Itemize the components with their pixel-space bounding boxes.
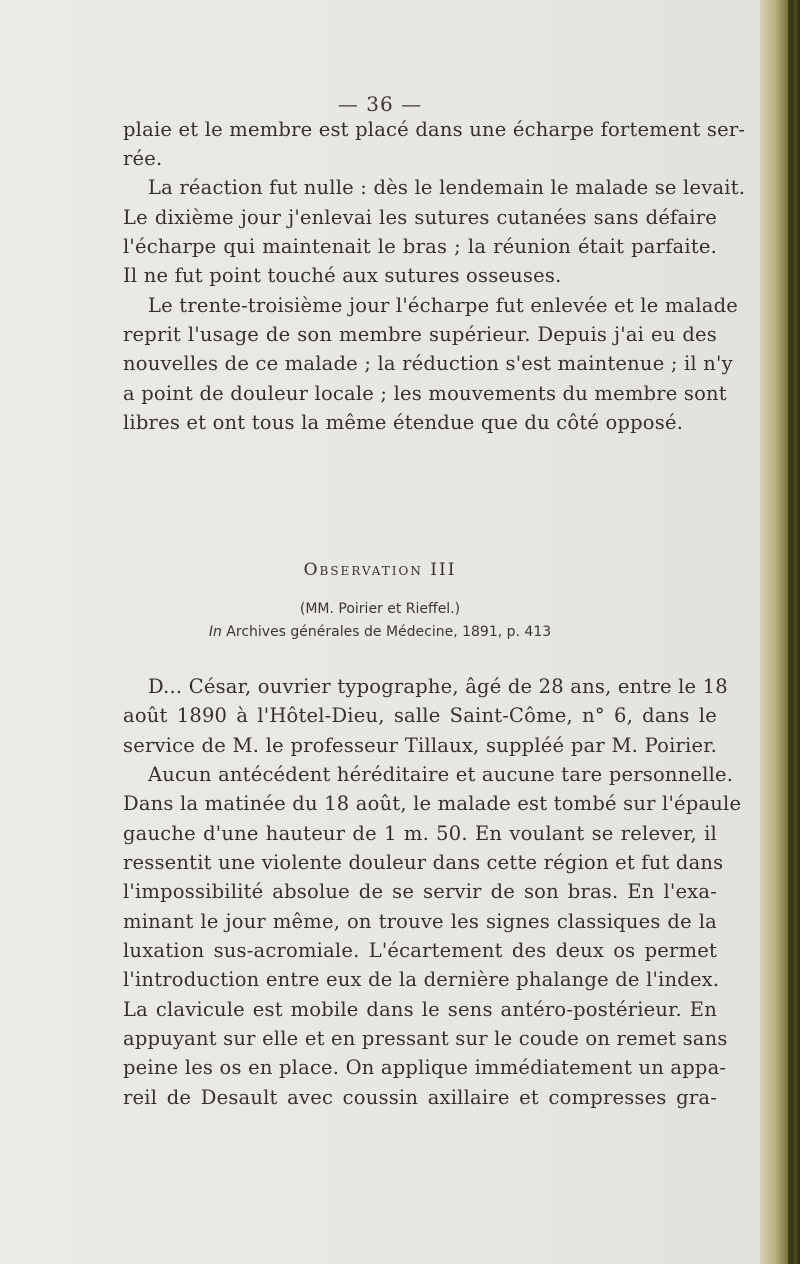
observation-source-reference: Archives générales de Médecine, 1891, p. 413 [226, 624, 552, 640]
observation-title: Observation III [303, 560, 457, 580]
text-line: La réaction fut nulle : dès le lendemain le malade se levait. [148, 176, 746, 199]
text-line: rée. [123, 147, 163, 170]
observation-source-prefix: In [208, 624, 222, 640]
text-line: reil de Desault avec coussin axillaire et compresses gra- [123, 1086, 717, 1109]
text-line: Il ne fut point touché aux sutures osseuses. [123, 264, 562, 287]
text-line: nouvelles de ce malade ; la réduction s'est maintenue ; il n'y [123, 352, 733, 375]
text-line: plaie et le membre est placé dans une écharpe fortement ser- [123, 118, 746, 141]
page-edge-binding [760, 0, 800, 1264]
page-edge-shadow [788, 0, 794, 1264]
text-line: reprit l'usage de son membre supérieur. Depuis j'ai eu des [123, 323, 717, 346]
text-line: Le trente-troisième jour l'écharpe fut enlevée et le malade [148, 294, 739, 317]
text-line: a point de douleur locale ; les mouvements du membre sont [123, 382, 727, 405]
text-line: Aucun antécédent héréditaire et aucune tare personnelle. [148, 763, 734, 786]
text-line: minant le jour même, on trouve les signes classiques de la [123, 910, 717, 933]
observation-authors: (MM. Poirier et Rieffel.) [299, 601, 461, 617]
text-line: peine les os en place. On applique immédiatement un appa- [123, 1056, 727, 1079]
text-line: gauche d'une hauteur de 1 m. 50. En voulant se relever, il [123, 822, 717, 845]
text-line: libres et ont tous la même étendue que du côté opposé. [123, 411, 684, 434]
text-line: l'impossibilité absolue de se servir de son bras. En l'exa- [123, 880, 717, 903]
text-line: août 1890 à l'Hôtel-Dieu, salle Saint-Côme, n° 6, dans le [123, 704, 717, 727]
observation-source [0, 624, 760, 640]
text-line: service de M. le professeur Tillaux, suppléé par M. Poirier. [123, 734, 717, 757]
text-line: l'introduction entre eux de la dernière phalange de l'index. [123, 968, 720, 991]
text-line: La clavicule est mobile dans le sens antéro-postérieur. En [123, 998, 717, 1021]
text-line: l'écharpe qui maintenait le bras ; la réunion était parfaite. [123, 235, 717, 258]
text-line: D... César, ouvrier typographe, âgé de 28 ans, entre le 18 [148, 675, 728, 698]
page-number: — 36 — [337, 92, 423, 116]
text-line: Dans la matinée du 18 août, le malade est tombé sur l'épaule [123, 792, 742, 815]
text-line: ressentit une violente douleur dans cette région et fut dans [123, 851, 724, 874]
text-line: Le dixième jour j'enlevai les sutures cutanées sans défaire [123, 206, 717, 229]
text-line: luxation sus-acromiale. L'écartement des deux os permet [123, 939, 717, 962]
text-line: appuyant sur elle et en pressant sur le coude on remet sans [123, 1027, 728, 1050]
